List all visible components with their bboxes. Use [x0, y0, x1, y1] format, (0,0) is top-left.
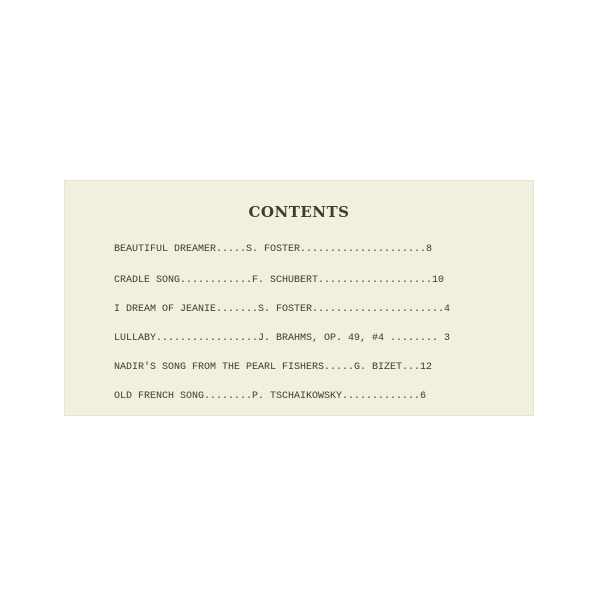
toc-entry-nadirs-song: NADIR'S SONG FROM THE PEARL FISHERS.....G. BIZET...12 [114, 362, 433, 373]
toc-entry-old-french-song: OLD FRENCH SONG........P. TSCHAIKOWSKY.............6 [114, 391, 427, 402]
contents-heading: CONTENTS [248, 203, 350, 221]
toc-entry-lullaby: LULLABY.................J. BRAHMS, OP. 49, #4 ........ 3 [114, 333, 451, 344]
toc-entry-i-dream-of-jeanie: I DREAM OF JEANIE.......S. FOSTER......................4 [114, 304, 451, 315]
toc-entry-cradle-song: CRADLE SONG............F. SCHUBERT...................10 [114, 275, 445, 286]
toc-entry-beautiful-dreamer: BEAUTIFUL DREAMER.....S. FOSTER.....................8 [114, 244, 433, 255]
contents-page [64, 180, 534, 416]
